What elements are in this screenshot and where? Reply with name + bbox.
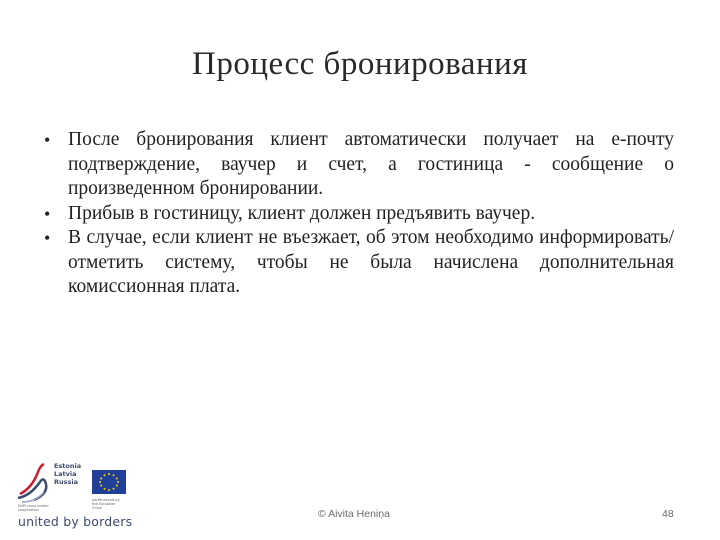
bullet-icon: • bbox=[44, 203, 51, 224]
bullet-text: В случае, если клиент не въезжает, об этом необходимо информировать/отметить систему, чтобы не была начислена дополнительная комиссионная плата. bbox=[68, 227, 674, 297]
bullet-icon: • bbox=[44, 130, 51, 150]
bullet-text: После бронирования клиент автоматически получает на e-почту подтверждение, ваучер и счет, а гостиница - сообщение о произведенном бронировании. bbox=[68, 129, 674, 199]
logo-tagline: united by borders bbox=[18, 514, 133, 529]
slide-title: Процесс бронирования bbox=[192, 46, 528, 82]
copyright: © Aivita Heniņa bbox=[318, 508, 390, 520]
logo-country: Russia bbox=[54, 478, 78, 486]
page-number: 48 bbox=[662, 508, 674, 520]
logo-small-left: ENPI cross-border cooperation bbox=[18, 504, 49, 512]
bullet-icon: • bbox=[44, 228, 51, 248]
logo-country: Latvia bbox=[54, 470, 77, 478]
united-by-borders-logo bbox=[14, 458, 134, 532]
logo-country: Estonia bbox=[54, 462, 82, 470]
bullet-item bbox=[44, 128, 674, 202]
bullet-item bbox=[44, 226, 674, 300]
bullet-item bbox=[44, 202, 674, 227]
bullet-list bbox=[44, 128, 674, 300]
logo-small-right: partfinanced by the European Union bbox=[92, 498, 120, 510]
bullet-text: Прибыв в гостиницу, клиент должен предъявить ваучер. bbox=[68, 202, 536, 224]
logo-countries bbox=[54, 462, 81, 486]
